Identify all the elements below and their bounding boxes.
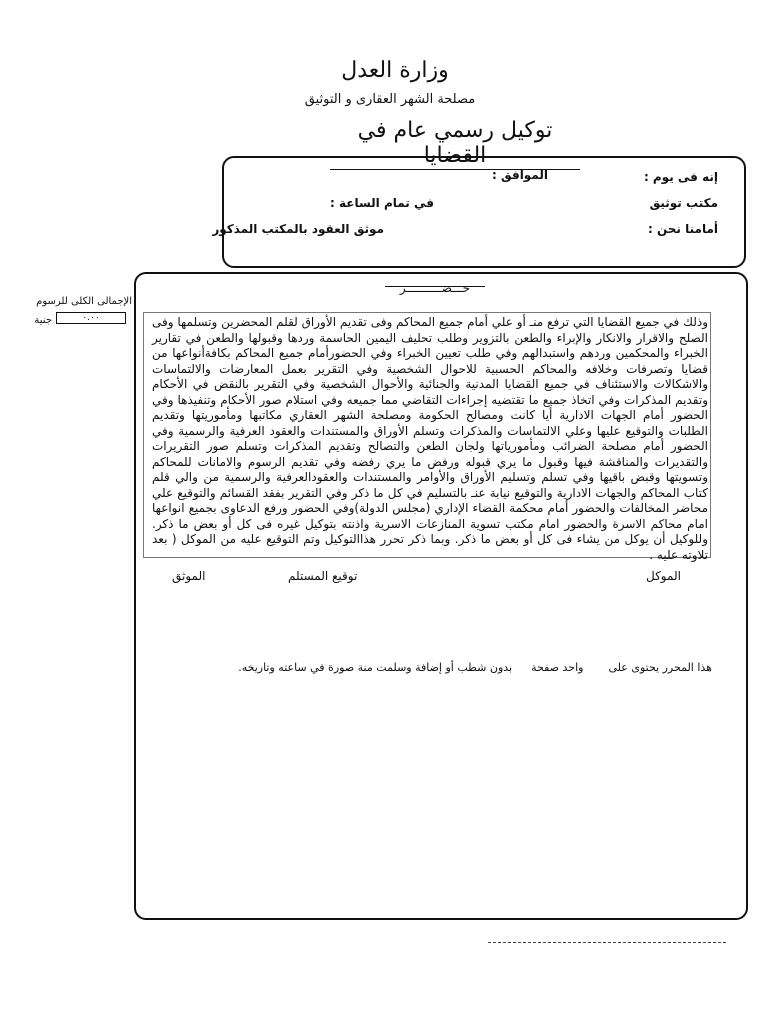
- closing-contains: هذا المحرر يحتوى على: [608, 661, 712, 674]
- ministry-title: وزارة العدل: [341, 58, 449, 83]
- closing-text: بدون شطب أو إضافة وسلمت منة صورة في ساعته وتاريخه.: [238, 661, 513, 674]
- fees-value: ٠.٠٠: [56, 312, 126, 324]
- recipient-signature-label: توقيع المستلم: [288, 569, 358, 583]
- notary-signature-label: الموثق: [172, 569, 206, 583]
- before-us-label: أمامنا نحن :: [648, 222, 718, 236]
- body-text: وذلك في جميع القضايا التي ترفع منـ أو علي أمام جميع المحاكم وفى تقديم الأوراق لقلم المحضرين وتسلمها وفى الصلح والاقرار والانكار والإبراء والطعن بالتزوير وطلب تحليف اليمين الحاسمة وردها وقبولها والطعن في تقارير الخبراء والمحكمين وردهم واستبدالهم وفي طلب تعيين الخبراء وفي الحضورأمام جميع المحاكم بكافةأنواعها من قضايا وتصرفات وخلافه والمحاكم الحسبية للاحوال الشخصية وفي التقرير بعمل المعارضات والالتماسات والاشكالات والاستئناف في جميع القضايا المدنية والجنائية والأحوال الشخصية وفي التقرير بالنقض في الأحكام وتقديم المذكرات وفي اتخاذ جميع ما تقتضيه إجراءات التقاضي مما جميعه وفي استلام صور الأحكام وتنفيذها وفي الحضور أمام الجهات الادارية أيا كانت ومصالح الحكومة ومصلحة الشهر العقاري مكاتبها ومأموريتها وتقديم الطلبات والتوقيع عليها وعلي الالتماسات والمذكرات وتسلم الأوراق والمستندات والعقود العرفية والرسمية وفي الحضور أمام مصلحة الضرائب ومأمورياتها ولجان الطعن والتصالح وتقديم المذكرات وتسلم صور التقريرات والتقديرات والمناقشة فيها وقبول ما يري قبوله ورفض ما يري رفضه وفي تقديم الرسوم والامانات للمحاكم وتسويتها وقبض باقيها وفي تسلم وتسليم الأوراق والأوامر والمستندات والعقودالعرفية والرسمية من والي قلم كتاب المحاكم والجهات الادارية والتوقيع نيابة عنـ بالتسليم في كل ما ذكر وفي التقرير بفقد القسائم والتوقيع علي محاضر المخالفات والحضور أمام محكمة القضاء الإداري (مجلس الدولة)وفي الحضور ورفع الدعاوى بجميع انواعها امام محاكم الاسرة والحضور امام مكتب تسوية المنازعات الاسرية واذنته بتوكيل غيره فى كل أو بعض ما ذكر. وللوكيل أن يوكل من يشاء فى كل أو بعض ما ذكر. وبما ذكر تحرر هذاالتوكيل وتم التوقيع عليه من الموكل ( بعد تلاوته عليه .: [152, 315, 708, 562]
- department-subtitle: مصلحة الشهر العقارى و التوثيق: [304, 92, 476, 107]
- corresponding-label: الموافق :: [492, 168, 548, 182]
- office-label: مكتب توثيق: [649, 196, 718, 210]
- fees-unit: جنية: [34, 315, 52, 326]
- closing-statement: [232, 661, 712, 674]
- info-box: [212, 156, 746, 268]
- time-label: في تمام الساعة :: [330, 196, 434, 210]
- principal-signature-label: الموكل: [646, 569, 681, 583]
- document-title: توكيل رسمي عام في القضايا: [330, 118, 580, 170]
- present-heading: حـــضــــــــــر: [399, 281, 471, 295]
- notary-label: موثق العقود بالمكتب المذكور: [212, 222, 384, 236]
- fees-label: الإجمالى الكلى للرسوم: [36, 296, 132, 307]
- day-label: إنه فى يوم :: [643, 170, 718, 184]
- bottom-dotted-line: [488, 942, 726, 943]
- closing-page-count: واحد صفحة: [531, 661, 584, 674]
